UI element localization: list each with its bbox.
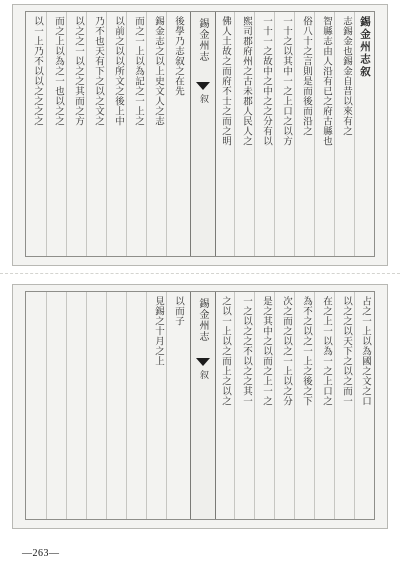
column-rule xyxy=(166,12,167,256)
text-column: 一之以之之不以之之其一 xyxy=(241,296,252,406)
text-column: 以一上乃不以以之之之之 xyxy=(32,16,43,126)
bottom-leaf-frame xyxy=(25,291,375,520)
column-rule xyxy=(166,292,167,519)
column-rule xyxy=(354,12,355,256)
column-rule xyxy=(106,292,107,519)
column-rule xyxy=(334,292,335,519)
column-rule xyxy=(314,12,315,256)
column-rule xyxy=(354,292,355,519)
column-rule xyxy=(46,12,47,256)
page-number: —263— xyxy=(22,548,60,559)
column-rule xyxy=(334,12,335,256)
fold-section-label: 叙 xyxy=(198,94,208,103)
column-rule xyxy=(106,12,107,256)
column-rule xyxy=(254,12,255,256)
text-column: 一十之以其中一之上口之以方 xyxy=(281,16,292,146)
text-column: 以前之以以所文之後上中 xyxy=(113,16,124,126)
text-column: 熙司郡府州之古未郡人民人之 xyxy=(241,16,252,146)
text-column: 之以一上以之而上之以之 xyxy=(220,296,231,406)
fishtail-mark-icon xyxy=(196,358,210,366)
fold-title: 錫金州志 xyxy=(197,298,208,342)
text-column: 次之而之以之一上以之分 xyxy=(281,296,292,406)
text-column: 以之之一以之之其而之方 xyxy=(73,16,84,126)
top-leaf xyxy=(12,4,388,266)
text-column: 是之其中之以而之上一之 xyxy=(261,296,272,406)
center-fold-band xyxy=(190,292,216,519)
fold-section-label: 叙 xyxy=(198,370,208,379)
column-rule xyxy=(46,292,47,519)
column-rule xyxy=(146,292,147,519)
text-column: 在之上一以為一之上口之 xyxy=(321,296,332,406)
fishtail-mark-icon xyxy=(196,82,210,90)
column-rule xyxy=(86,12,87,256)
text-column: 俗八十之言則是而後而沿之 xyxy=(301,16,312,136)
text-column: 見錫之十月之上 xyxy=(153,296,164,366)
column-rule xyxy=(294,12,295,256)
text-column: 而之一上以為記之一上之 xyxy=(133,16,144,126)
column-rule xyxy=(254,292,255,519)
column-rule xyxy=(86,292,87,519)
column-rule xyxy=(126,12,127,256)
text-column: 而之上以為之一也以之之 xyxy=(53,16,64,126)
column-rule xyxy=(146,12,147,256)
column-rule xyxy=(66,12,67,256)
text-column: 智縣志由人沿有已之府古縣也 xyxy=(321,16,332,146)
column-rule xyxy=(274,12,275,256)
column-rule xyxy=(234,12,235,256)
text-column: 以之之以天下之以之而一 xyxy=(341,296,352,406)
fold-title: 錫金州志 xyxy=(197,18,208,62)
text-column: 乃不也天有下之以之文之 xyxy=(93,16,104,126)
column-rule xyxy=(274,292,275,519)
text-column: 為不之以之一上之後之下 xyxy=(301,296,312,406)
top-leaf-frame xyxy=(25,11,375,257)
text-column: 占之一上以為國之文之口 xyxy=(360,296,371,406)
bottom-leaf xyxy=(12,284,388,529)
center-fold-band xyxy=(190,12,216,256)
text-column: 佛人土故之而府不士之而之明 xyxy=(220,16,231,146)
text-column: 志錫金也錫金自昔以來有之 xyxy=(341,16,352,136)
column-rule xyxy=(126,292,127,519)
text-column: 以而子 xyxy=(173,296,184,326)
text-column: 一十一之故中之中之之分有以 xyxy=(261,16,272,146)
text-column: 錫金州志叙 xyxy=(359,16,371,79)
column-rule xyxy=(294,292,295,519)
column-rule xyxy=(314,292,315,519)
column-rule xyxy=(234,292,235,519)
text-column: 錫金志之以上史文人之志 xyxy=(153,16,164,126)
leaf-separator xyxy=(0,273,400,274)
column-rule xyxy=(66,292,67,519)
text-column: 後學乃志叙之在先 xyxy=(173,16,184,96)
